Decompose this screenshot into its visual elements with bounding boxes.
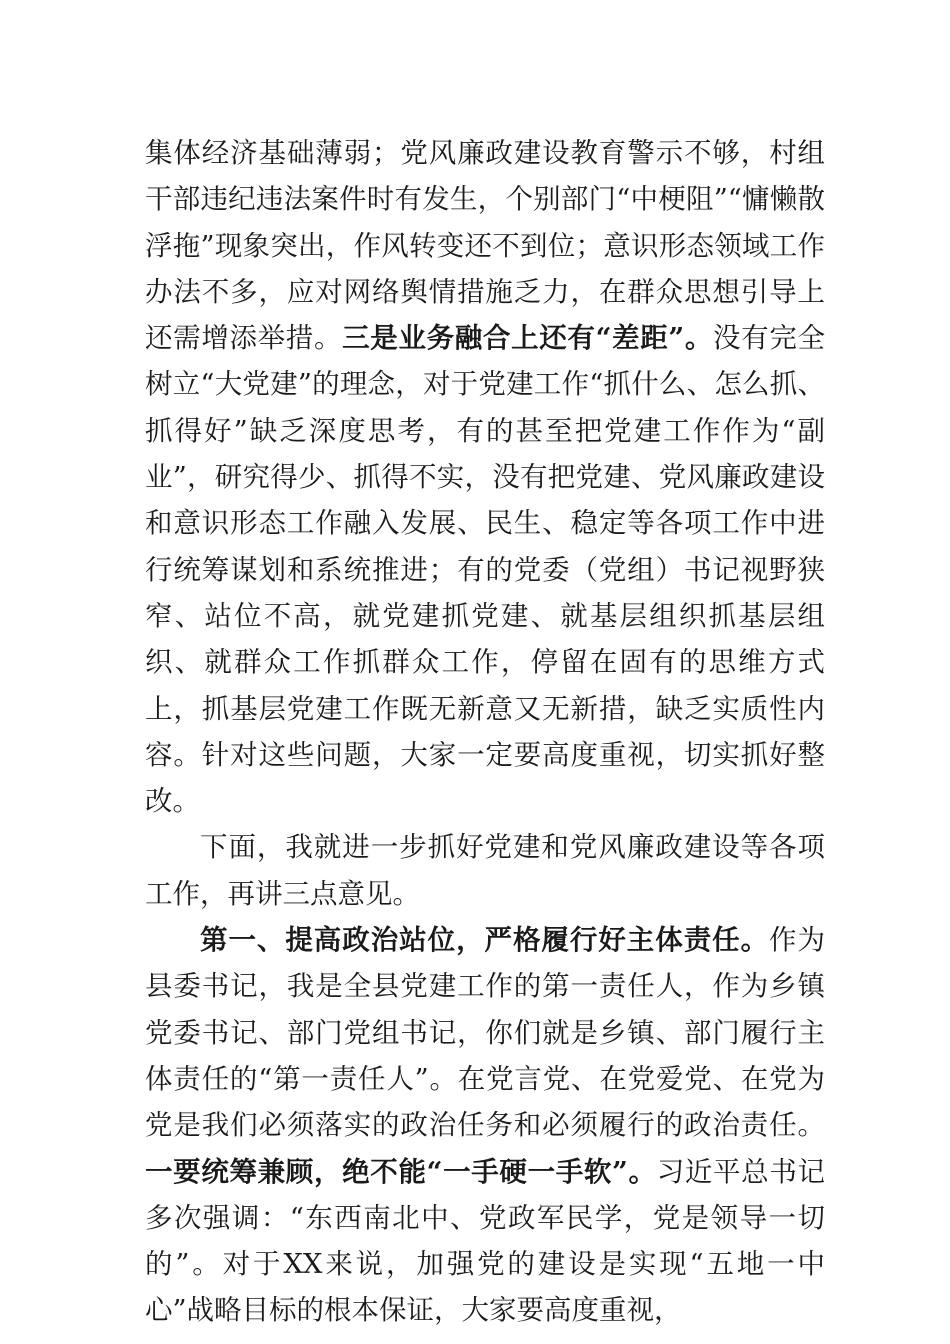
paragraph-problems [145, 130, 825, 824]
point-three-text: 没有完全树立“大党建”的理念，对于党建工作“抓什么、怎么抓、抓得好”缺乏深度思考，有的甚至把党建工作作为“副业”，研究得少、抓得不实，没有把党建、党风廉政建设和意识形态工作融入发展、民生、稳定等各项工作中进行统筹谋划和系统推进；有的党委（党组）书记视野狭窄、站位不高，就党建抓党建、就基层组织抓基层组织、就群众工作抓群众工作，停留在固有的思维方式上，抓基层党建工作既无新意又无新措，缺乏实质性内容。针对这些问题，大家一定要高度重视，切实抓好整改。 [145, 322, 825, 818]
problems-text-run: 集体经济基础薄弱；党风廉政建设教育警示不够，村组干部违纪违法案件时有发生，个别部门“中梗阻”“慵懒散浮拖”现象突出，作风转变还不到位；意识形态领域工作办法不多，应对网络舆情措施乏力，在群众思想引导上还需增添举措。 [145, 137, 825, 355]
paragraph-first-opinion [145, 917, 825, 1334]
first-opinion-heading: 第一、提高政治站位，严格履行好主体责任。 [200, 924, 770, 957]
body-text [145, 130, 825, 1334]
point-three-heading: 三是业务融合上还有“差距”。 [342, 322, 714, 355]
sub-point-one-heading: 一要统筹兼顾，绝不能“一手硬一手软”。 [145, 1155, 657, 1188]
sub-point-one-text: 习近平总书记多次强调：“东西南北中、党政军民学，党是领导一切的”。对于XX来说，加强党的建设是实现“五地一中心”战略目标的根本保证，大家要高度重视， [145, 1155, 826, 1327]
paragraph-transition [145, 824, 825, 917]
transition-text: 下面，我就进一步抓好党建和党风廉政建设等各项工作，再讲三点意见。 [145, 831, 825, 910]
first-opinion-text: 作为县委书记，我是全县党建工作的第一责任人，作为乡镇党委书记、部门党组书记，你们就是乡镇、部门履行主体责任的“第一责任人”。在党言党、在党爱党、在党为党是我们必须落实的政治任务和必须履行的政治责任。 [145, 924, 825, 1142]
